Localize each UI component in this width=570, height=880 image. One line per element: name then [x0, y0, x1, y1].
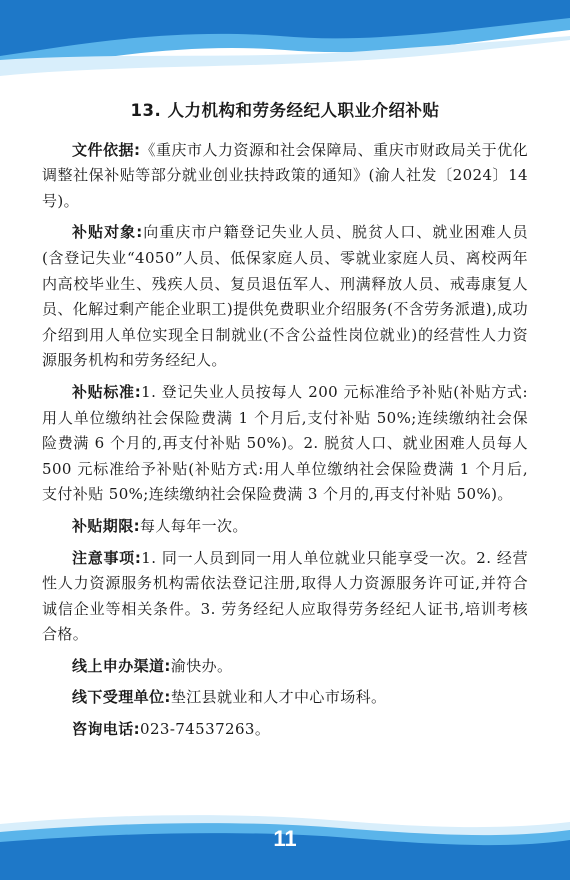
section-label: 线下受理单位: — [72, 688, 171, 707]
document-body — [42, 98, 528, 749]
section-label: 线上申办渠道: — [72, 656, 171, 675]
section-text: 1. 登记失业人员按每人 200 元标准给予补贴(补贴方式:用人单位缴纳社会保险费满 1 个月后,支付补贴 50%;连续缴纳社会保险费满 6 个月的,再支付补贴 50%)。2. 脱贫人口、就业困难人员每人 500 元标准给予补贴(补贴方式:用人单位缴纳社会保险费满 1 个月后,支付补贴 50%;连续缴纳社会保险费满 3 个月的,再支付补贴 50%)。 — [42, 382, 529, 504]
section-target — [42, 220, 528, 374]
section-label: 注意事项: — [72, 548, 142, 567]
page-title: 13. 人力机构和劳务经纪人职业介绍补贴 — [130, 101, 440, 120]
section-period — [42, 514, 528, 540]
section-offline-office — [42, 685, 528, 711]
section-online-channel — [42, 654, 528, 680]
section-basis — [42, 138, 528, 215]
section-label: 文件依据: — [72, 140, 141, 159]
section-text: 023-74537263。 — [140, 720, 271, 739]
section-phone — [42, 717, 528, 743]
section-text: 向重庆市户籍登记失业人员、脱贫人口、就业困难人员(含登记失业“4050”人员、低保家庭人员、零就业家庭人员、离校两年内高校毕业生、残疾人员、复员退伍军人、刑满释放人员、戒毒康复人员、化解过剩产能企业职工)提供免费职业介绍服务(不含劳务派遣),成功介绍到用人单位实现全日制就业(不含公益性岗位就业)的经营性人力资源服务机构和劳务经纪人。 — [42, 223, 529, 370]
section-label: 补贴对象: — [72, 223, 143, 242]
section-label: 咨询电话: — [72, 720, 140, 739]
section-text: 渝快办。 — [170, 656, 233, 675]
section-text: 《重庆市人力资源和社会保障局、重庆市财政局关于优化调整社保补贴等部分就业创业扶持政策的通知》(渝人社发〔2024〕14 号)。 — [42, 140, 528, 210]
page-number: 11 — [273, 826, 297, 851]
section-label: 补贴期限: — [72, 516, 140, 535]
section-text: 1. 同一人员到同一用人单位就业只能享受一次。2. 经营性人力资源服务机构需依法登记注册,取得人力资源服务许可证,并符合诚信企业等相关条件。3. 劳务经纪人应取得劳务经纪人证书,培训考核合格。 — [42, 548, 528, 644]
section-label: 补贴标准: — [72, 382, 142, 401]
section-text: 每人每年一次。 — [140, 516, 248, 535]
section-standard — [42, 380, 528, 508]
section-notes — [42, 546, 528, 648]
top-wave-decoration — [0, 0, 570, 85]
section-text: 垫江县就业和人才中心市场科。 — [170, 688, 387, 707]
